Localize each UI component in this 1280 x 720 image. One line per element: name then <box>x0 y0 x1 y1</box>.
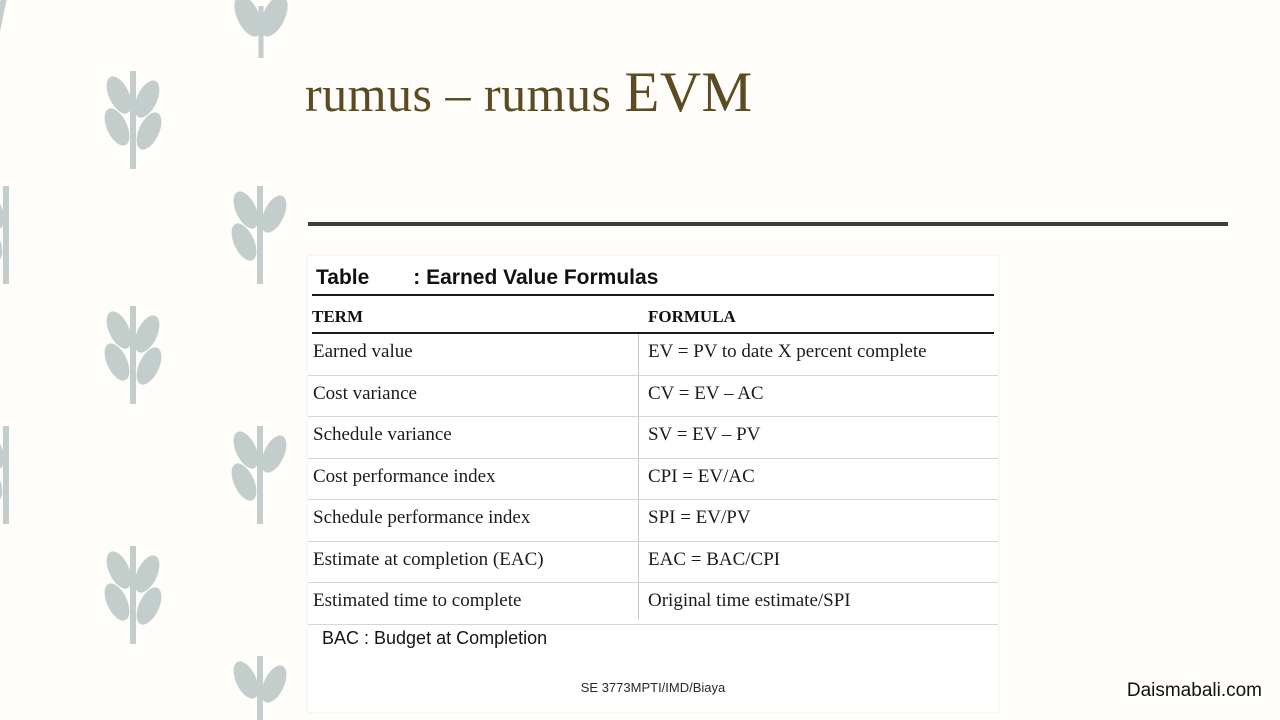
cell-formula: SV = EV – PV <box>648 424 761 445</box>
page-title <box>305 62 753 125</box>
figure-caption-underline <box>312 294 994 296</box>
leaf-icon <box>95 65 175 175</box>
table-body <box>308 334 998 625</box>
column-header-formula: FORMULA <box>648 307 736 326</box>
table-row <box>308 417 998 459</box>
table-row <box>308 500 998 542</box>
page-title-main: rumus – rumus <box>305 66 625 122</box>
cell-term: Schedule variance <box>313 424 452 445</box>
leaf-icon <box>222 0 302 68</box>
leaf-decoration-layer <box>0 0 300 720</box>
leaf-icon <box>222 420 302 530</box>
table-row <box>308 583 998 625</box>
leaf-icon <box>222 180 302 290</box>
page-title-accent: EVM <box>624 61 753 124</box>
figure-caption-label: Table <box>316 266 370 289</box>
cell-term: Estimate at completion (EAC) <box>313 548 544 570</box>
earned-value-formulas-figure <box>308 256 998 712</box>
table-footnote: BAC : Budget at Completion <box>322 628 548 648</box>
cell-term: Cost variance <box>313 382 417 404</box>
leaf-icon <box>95 300 175 410</box>
table-source-note: SE 3773MPTI/IMD/Biaya <box>580 680 726 695</box>
leaf-icon <box>95 540 175 650</box>
cell-term: Cost performance index <box>313 465 496 487</box>
cell-formula: SPI = EV/PV <box>648 507 751 528</box>
cell-term: Earned value <box>313 341 413 362</box>
table-row <box>308 334 998 376</box>
watermark: Daismabali.com <box>1126 680 1262 701</box>
figure-caption-text: : Earned Value Formulas <box>413 266 659 289</box>
cell-formula: EV = PV to date X percent complete <box>648 341 927 362</box>
title-divider <box>308 222 1228 226</box>
leaf-icon <box>0 180 48 290</box>
leaf-icon <box>0 420 48 530</box>
cell-formula: Original time estimate/SPI <box>648 590 851 611</box>
figure-caption <box>316 266 658 290</box>
cell-formula: CV = EV – AC <box>648 382 764 404</box>
table-row <box>308 459 998 501</box>
cell-formula: CPI = EV/AC <box>648 465 755 487</box>
leaf-icon <box>0 0 50 70</box>
leaf-icon <box>222 650 302 720</box>
table-row <box>308 542 998 584</box>
cell-term: Schedule performance index <box>313 507 531 528</box>
table-header-row <box>308 304 998 334</box>
cell-term: Estimated time to complete <box>313 590 522 611</box>
column-header-term: TERM <box>312 307 363 326</box>
table-row <box>308 376 998 418</box>
cell-formula: EAC = BAC/CPI <box>648 548 781 570</box>
